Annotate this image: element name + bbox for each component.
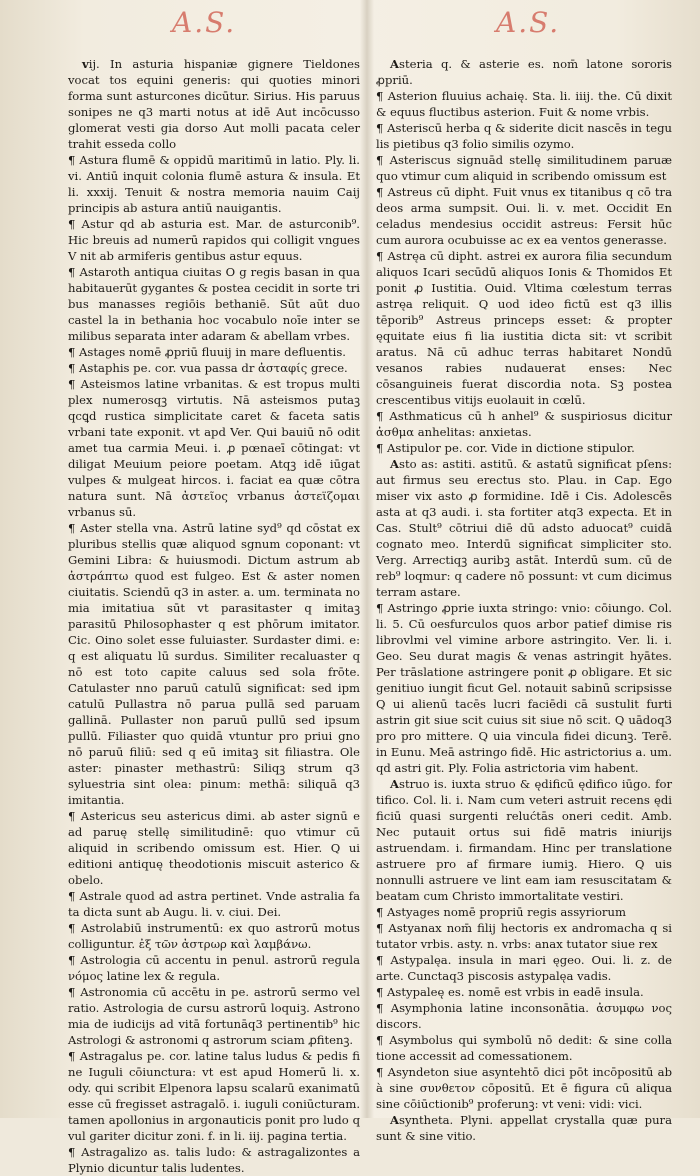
dictionary-entry: Astruo is. iuxta struo & ędificū ędifico iūgo. for tifico. Col. li. i. Nam cum veteri astruit recens ędi ficiū quasi surgenti relućtās oneri cedit. Amb. Nec putauit ortus sui fidē matris iniurijs astruendam. i. firmandam. Hinc per translatione astruere pro af firmare iumiꝫ. Hiero. Q uis nonnulli astruere ve lint eam iam resuscitatam & beatam cum Christo immortalitate vestiri. xyxy=(376,777,672,903)
dictionary-entry: ¶ Astipulor pe. cor. Vide in dictione stipulor. xyxy=(376,441,635,455)
dictionary-entry: ¶ Asteismos latine vrbanitas. & est tropus multi plex numerosqꝫ virtutis. Nā asteismos putaꝫ qcꝗd rustica simplicitate caret & faceta satis vrbani tate exponit. vt apd Ver. Qui bauiū nō odit amet tua carmia Meui. i. ꝓ pœnaeī cōtingat: vt diligat Meuium peiore poetam. Atqꝫ idē iūgat vulpes & mulgeat hircos. i. faciat ea quæ cōtra natura sunt. Nā ἀστεῖος vrbanus ἀστεϊζομαι vrbanus sū. xyxy=(68,377,360,519)
dictionary-entry: ¶ Asthmaticus cū h anhel⁹ & suspiriosus dicitur ἀσθμα anhelitas: anxietas. xyxy=(376,409,672,439)
dictionary-entry: ¶ Astaroth antiqua ciuitas O g regis basan in qua habitauerūt gygantes & postea cecidit in sorte tri bus manasses regiōis bethaniē. Sūt aūt duo castel la in bethania hoc vocabulo noīe inter se milibus separata inter adaram & abellam vrbes. xyxy=(68,265,360,343)
dictionary-entry: ¶ Astyanax nom̄ filij hectoris ex andromacha q si tutator vrbis. asty. n. vrbs: anax tutator siue rex xyxy=(376,921,672,951)
dictionary-entry: ¶ Astragalizo as. talis ludo: & astragalizontes a Plynio dicuntur talis ludentes. xyxy=(68,1145,360,1175)
dictionary-entry: ¶ Asymphonia latine inconsonātia. ἀσυμφω νος discors. xyxy=(376,1001,672,1031)
dictionary-entry: ¶ Astur qd ab asturia est. Mar. de asturconib⁹. Hic breuis ad numerū rapidos qui colligit vngues V nit ab armiferis gentibus astur equus. xyxy=(68,217,360,263)
dictionary-entry: ¶ Astericus seu astericus dimi. ab aster signū e ad paruę stellę similitudinē: quo vtimur cū aliquid in scribendo omissum est. Hier. Q ui editioni antiquę theodotionis miscuit asterico & obelo. xyxy=(68,809,360,887)
dictionary-entry: ¶ Astrologia cū accentu in penul. astrorū regula νόμος latine lex & regula. xyxy=(68,953,360,983)
dictionary-entry: Asto as: astiti. astitū. & astatū significat pſens: aut firmus seu erectus sto. Plau. in Cap. Ego miser vix asto ꝓ formidine. Idē i Cis. Adolescēs asta at q3 audi. i. sta fortiter atq3 expecta. Et in Cas. Stult⁹ cōtriui diē dū adsto aduocat⁹ cuidā cognato meo. Interdū significat simpliciter sto. Verg. Arrectiqꝫ auribꝫ astāt. Interdū sum. cū de reb⁹ loqmur: q cadere nō possunt: vt cum dicimus terram astare. xyxy=(376,457,672,599)
dictionary-entry: ¶ Astronomia cū accētu in pe. astrorū sermo vel ratio. Astrologia de cursu astrorū loquiꝫ. Astrono mia de iudicijs ad vitā fortunāq3 pertinentib⁹ hic Astrologi & astronomi q astrorum sciam ꝓfitenꝫ. xyxy=(68,985,360,1047)
dictionary-entry: ¶ Astura flumē & oppidū maritimū in latio. Ply. li. vi. Antiū inquit colonia flumē astura & insula. Et li. xxxij. Tenuit & nostra memoria nauim Caij principis ab astura antiū nauigantis. xyxy=(68,153,360,215)
dictionary-entry: ¶ Astyages nomē propriū regis assyriorum xyxy=(376,905,626,919)
dictionary-entry: ¶ Astypalęa. insula in mari ęgeo. Oui. li. z. de arte. Cunctaq3 piscosis astypalęa vadis. xyxy=(376,953,672,983)
dictionary-entry: ¶ Asteriscus signuād stellę similitudinem paruæ quo vtimur cum aliquid in scribendo omissum est xyxy=(376,153,672,183)
dictionary-entry: ¶ Astringo ꝓprie iuxta stringo: vnio: cōiungo. Col. li. 5. Cū oesfurculos quos arbor patief dimise ris librovlmi vel vimine arbore astringito. Ver. li. i. Geo. Seu durat magis & venas astringit hyātes. Per trāslatione astringere ponit ꝓ obligare. Et sic genitiuo iungit ficut Gel. notauit sabinū scripsisse Q ui alienū tacēs lucri faciēdi cā sustulit furti astrin git siue scit cuius sit siue nō scit. Q uādoq3 pro pro mittere. Q uia vincula fidei dicunꝫ. Terē. in Eunu. Meā astringo fidē. Hic astrictorius a. um. qd astri git. Ply. Folia astrictoria vim habent. xyxy=(376,601,672,775)
right-column xyxy=(376,56,672,1143)
dictionary-entry: ¶ Astrolabiū instrumentū: ex quo astrorū motus colliguntur. ἐξ τῶν ἀστρωρ καὶ λαμβάνω. xyxy=(68,921,360,951)
dictionary-entry: ¶ Aster stella vna. Astrū latine syd⁹ qd cōstat ex pluribus stellis quæ aliquod sgnum coponant: vt Gemini Libra: & huiusmodi. Dictum astrum ab ἀστράπτω quod est fulgeo. Est & aster nomen ciuitatis. Sciendū q3 in aster. a. um. terminata no mia imitatiua sūt vt parasitaster q imitaꝫ parasitū Philosophaster q est phōrum imitator. Cic. Oino solet esse fuluiaster. Surdaster dimi. e: q est aliquatu lū surdus. Similiter recaluaster q nō est toto capite caluus sed sola frōte. Catulaster nno paruū catulū significat: sed ipm catulū Pullastra nō parua pullā sed paruam gallinā. Pullaster non paruū pullū sed ipsum pullū. Filiaster quo quidā vtuntur pro priui gno nō paruū filiū: sed q eū imitaꝫ sit filiastra. Ole aster: pinaster methastrū: Siliqꝫ strum q3 syluestria sint olea: pinum: methā: siliquā q3 imitantia. xyxy=(68,521,360,807)
dictionary-entry: ¶ Asyndeton siue asyntehtō dici pōt incōpositū ab à sine συνθετον cōpositū. Et ē figura cū aliqua sine cōiūctionib⁹ proferunꝫ: vt veni: vidi: vici. xyxy=(376,1065,672,1111)
dictionary-entry: Asyntheta. Plyni. appellat crystalla quæ pura sunt & sine vitio. xyxy=(376,1113,672,1143)
dictionary-entry: ¶ Astages nomē ꝓpriū fluuij in mare defluentis. xyxy=(68,345,346,359)
running-head-left: A.S. xyxy=(172,6,237,39)
dictionary-entry: ¶ Astypaleę es. nomē est vrbis in eadē insula. xyxy=(376,985,644,999)
dictionary-entry: ¶ Astrale quod ad astra pertinet. Vnde astralia fa ta dicta sunt ab Augu. li. v. ciui. Dei. xyxy=(68,889,360,919)
dictionary-entry: Asteria q. & asterie es. nom̄ latone sororis ꝓpriū. xyxy=(376,57,672,87)
dictionary-entry: ¶ Asterion fluuius achaię. Sta. li. iiij. the. Cū dixit & equus fluctibus asterion. Fuit & nome vrbis. xyxy=(376,89,672,119)
dictionary-entry: ¶ Astragalus pe. cor. latine talus ludus & pedis fi ne Iuguli cōiunctura: vt est apud Homerū li. x. ody. qui scribit Elpenora lapsu scalarū exanimatū esse cū fregisset astragalō. i. iuguli coniūcturam. tamen apollonius in argonauticis ponit pro ludo q vul gariter dicitur zoni. f. in li. iij. pagina tertia. xyxy=(68,1049,360,1143)
left-column xyxy=(68,56,360,1175)
running-head-right: A.S. xyxy=(496,6,561,39)
dictionary-entry: ¶ Astręa cū dipht. astrei ex aurora filia secundum aliquos Icari secūdū aliquos Ionis & Thomidos Et ponit ꝓ Iustitia. Ouid. Vltima cœlestum terras astręa reliquit. Q uod ideo fictū est q3 illis tēporib⁹ Astreus princeps esset: & propter ęquitate eius fi lia iustitia dicta sit: vt scribit aratus. Nā cū adhuc terras habitaret Nondū vesanos rabies nudauerat enses: Nec cōsanguineis fuerat discordia nota. Sꝫ postea crescentibus vitijs euolauit in cœlū. xyxy=(376,249,672,407)
dictionary-entry: ¶ Asymbolus qui symbolū nō dedit: & sine colla tione accessit ad comessationem. xyxy=(376,1033,672,1063)
dictionary-entry: ¶ Astaphis pe. cor. vua passa dr ἀσταφίς grece. xyxy=(68,361,348,375)
page-gutter xyxy=(360,0,374,1118)
dictionary-entry: ¶ Astreus cū dipht. Fuit vnus ex titanibus q cō tra deos arma sumpsit. Oui. li. v. met. Occidit En celadus mendesius occidit astreus: Fersit hūc cum aurora ocubuisse ac ex ea ventos generasse. xyxy=(376,185,672,247)
dictionary-entry: ¶ Asteriscū herba q & siderite dicit nascēs in tegu lis pietibus q3 folio similis ozymo. xyxy=(376,121,672,151)
dictionary-entry: vij. In asturia hispaniæ gignere Tieldones vocat tos equini generis: qui quoties minori forma sunt asturcones dicūtur. Sirius. His paruus sonipes ne q3 marti notus at idē Aut incōcusso glomerat vesti gia dorso Aut molli pacata celer trahit esseda collo xyxy=(68,57,360,151)
